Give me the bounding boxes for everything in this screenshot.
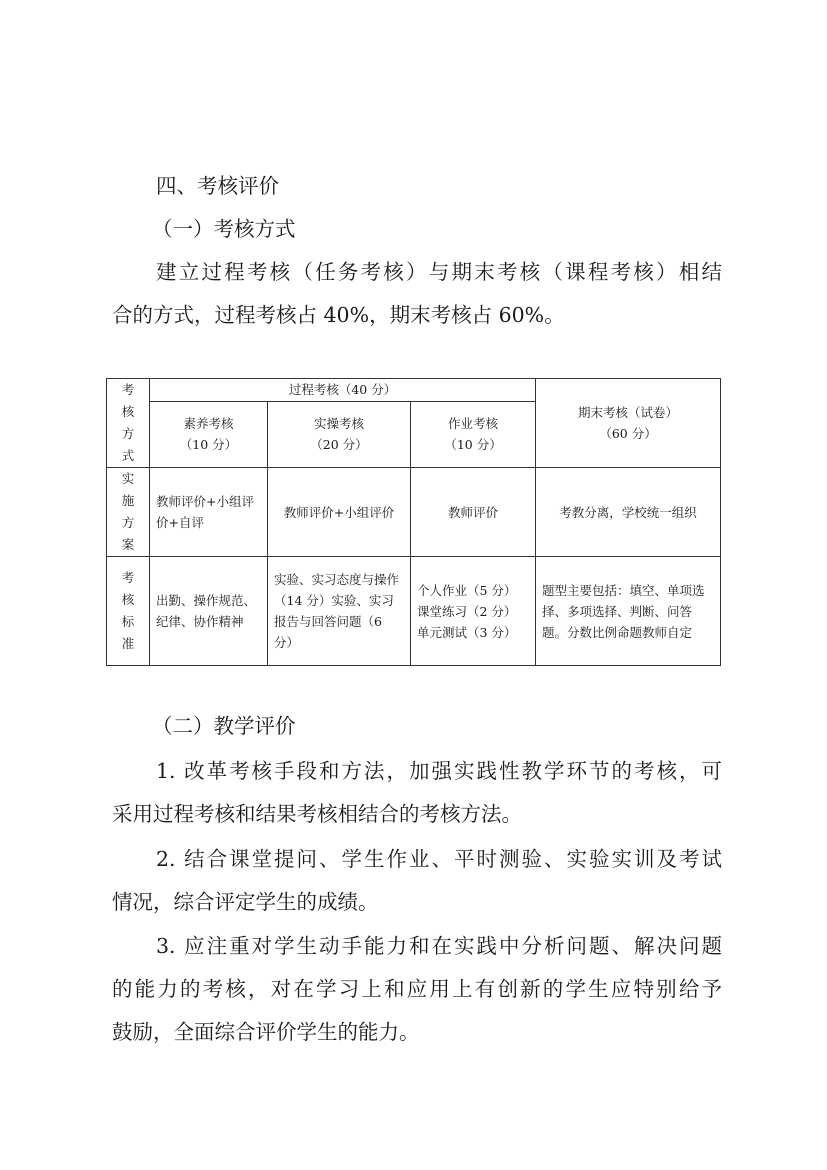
plan-literacy: 教师评价+小组评价+自评	[150, 468, 268, 557]
teaching-item-3-line-3: 鼓励，全面综合评价学生的能力。	[112, 1020, 420, 1044]
final-assessment-header: 期末考核（试卷） （60 分）	[536, 379, 721, 468]
teaching-item-3-line-1: 3. 应注重对学生动手能力和在实践中分析问题、解决问题	[156, 934, 722, 958]
row-head-plan: 实 施 方 案	[107, 468, 150, 557]
paragraph-method-line-2: 合的方式，过程考核占 40%，期末考核占 60%。	[112, 303, 565, 327]
teaching-item-1-line-1: 1. 改革考核手段和方法，加强实践性教学环节的考核，可	[156, 759, 722, 783]
subsection-heading-method: （一）考核方式	[152, 217, 296, 241]
teaching-item-2-line-1: 2. 结合课堂提问、学生作业、平时测验、实验实训及考试	[156, 847, 722, 871]
plan-practical: 教师评价+小组评价	[268, 468, 411, 557]
plan-final: 考教分离，学校统一组织	[536, 468, 721, 557]
col-header-homework: 作业考核 （10 分）	[411, 401, 536, 467]
subsection-heading-teaching: （二）教学评价	[152, 714, 296, 738]
standard-homework: 个人作业（5 分） 课堂练习（2 分） 单元测试（3 分）	[411, 557, 536, 666]
standard-practical: 实验、实习态度与操作（14 分）实验、实习报告与回答问题（6 分）	[268, 557, 411, 666]
row-head-method: 考 核 方 式	[107, 379, 150, 468]
process-assessment-header: 过程考核（40 分）	[150, 379, 536, 402]
row-head-standard: 考 核 标 准	[107, 557, 150, 666]
teaching-item-3-line-2: 的能力的考核，对在学习上和应用上有创新的学生应特别给予	[112, 977, 722, 1001]
col-header-literacy: 素养考核 （10 分）	[150, 401, 268, 467]
table-row	[107, 379, 721, 402]
section-heading: 四、考核评价	[156, 174, 279, 198]
standard-final: 题型主要包括：填空、单项选择、多项选择、判断、问答题。分数比例命题教师自定	[536, 557, 721, 666]
table-row	[107, 557, 721, 666]
standard-literacy: 出勤、操作规范、纪律、协作精神	[150, 557, 268, 666]
teaching-item-2-line-2: 情况，综合评定学生的成绩。	[112, 890, 379, 914]
assessment-table	[106, 378, 721, 666]
col-header-practical: 实操考核 （20 分）	[268, 401, 411, 467]
plan-homework: 教师评价	[411, 468, 536, 557]
table-row	[107, 468, 721, 557]
paragraph-method-line-1: 建立过程考核（任务考核）与期末考核（课程考核）相结	[156, 260, 722, 284]
teaching-item-1-line-2: 采用过程考核和结果考核相结合的考核方法。	[112, 802, 522, 826]
